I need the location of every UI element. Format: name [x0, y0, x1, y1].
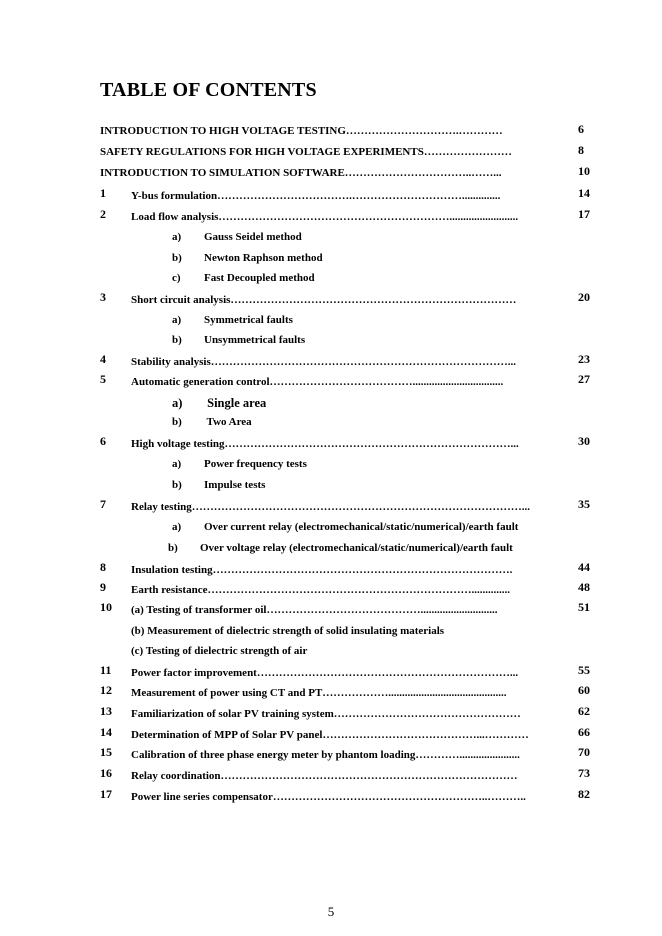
toc-entry-number: 5	[100, 372, 106, 386]
toc-entry-title: (a) Testing of transformer oil……………………………………............................	[131, 604, 498, 616]
toc-entry-number: 14	[100, 725, 112, 739]
subentry-text: Gauss Seidel method	[204, 231, 302, 243]
toc-page-number: 66	[578, 725, 590, 739]
toc-subentry	[172, 314, 293, 326]
toc-entry-number: 17	[100, 787, 112, 801]
toc-subentry	[172, 479, 265, 491]
toc-page-number: 60	[578, 683, 590, 697]
toc-entry-title: Load flow analysis……………………………………………………….........................	[131, 211, 519, 223]
toc-subentry	[172, 521, 518, 533]
toc-entry-title: Measurement of power using CT and PT………………...........................................	[131, 687, 507, 699]
toc-entry-title: Automatic generation control………………………………….................................	[131, 376, 504, 388]
toc-entry-continuation: (c) Testing of dielectric strength of air	[131, 645, 308, 657]
toc-entry-number: 7	[100, 497, 106, 511]
toc-page-number: 6	[578, 122, 584, 136]
toc-subentry	[172, 416, 252, 428]
toc-entry-number: 15	[100, 745, 112, 759]
subentry-text: Newton Raphson method	[204, 252, 323, 264]
toc-entry-title: Calibration of three phase energy meter by phantom loading…………......................	[131, 749, 520, 761]
toc-entry-number: 3	[100, 290, 106, 304]
subentry-text: Symmetrical faults	[204, 314, 293, 326]
toc-entry-title: High voltage testing……………………………………………………………………...	[131, 438, 519, 450]
page-title: TABLE OF CONTENTS	[100, 79, 317, 101]
subentry-label: b)	[172, 479, 182, 491]
subentry-text: Impulse tests	[204, 479, 266, 491]
subentry-text: Fast Decoupled method	[204, 272, 315, 284]
toc-subentry	[168, 542, 513, 554]
toc-page-number: 82	[578, 787, 590, 801]
toc-page-number: 48	[578, 580, 590, 594]
toc-page-number: 10	[578, 164, 590, 178]
toc-page-number: 8	[578, 143, 584, 157]
toc-entry-title: Relay coordination………………………………………………………………………	[131, 770, 518, 782]
toc-entry-number: 13	[100, 704, 112, 718]
toc-intro-line: INTRODUCTION TO HIGH VOLTAGE TESTING………………………….…………	[100, 125, 503, 137]
toc-page-number: 20	[578, 290, 590, 304]
toc-entry-title: Power line series compensator…………………………………………………..………..	[131, 791, 526, 803]
toc-page-number: 51	[578, 600, 590, 614]
toc-intro-line: INTRODUCTION TO SIMULATION SOFTWARE……………………………..……...	[100, 167, 502, 179]
subentry-label: a)	[172, 314, 182, 326]
toc-entry-number: 11	[100, 663, 112, 677]
toc-entry-title: Stability analysis………………………………………………………………………...	[131, 356, 517, 368]
toc-entry-number: 6	[100, 434, 106, 448]
toc-entry-title: Insulation testing……………………………………………………………………….	[131, 564, 513, 576]
toc-entry-number: 9	[100, 580, 106, 594]
toc-page-number: 30	[578, 434, 590, 448]
subentry-text: Power frequency tests	[204, 458, 307, 470]
subentry-text: Single area	[204, 396, 267, 410]
toc-entry-continuation: (b) Measurement of dielectric strength of solid insulating materials	[131, 625, 445, 637]
subentry-label: a)	[172, 458, 182, 470]
toc-subentry	[172, 252, 323, 264]
toc-subentry	[172, 231, 302, 243]
toc-subentry	[172, 272, 315, 284]
toc-entry-title: Determination of MPP of Solar PV panel……………………………………...…………	[131, 729, 529, 741]
subentry-text: Unsymmetrical faults	[204, 334, 306, 346]
toc-page-number: 44	[578, 560, 590, 574]
footer-page-number: 5	[327, 904, 335, 919]
toc-page-number: 23	[578, 352, 590, 366]
toc-intro-line: SAFETY REGULATIONS FOR HIGH VOLTAGE EXPERIMENTS……………………	[100, 146, 512, 158]
subentry-label: a)	[172, 396, 183, 410]
subentry-label: a)	[172, 521, 182, 533]
toc-entry-number: 12	[100, 683, 112, 697]
subentry-label: c)	[172, 272, 181, 284]
toc-entry-title: Relay testing………………………………………………………………………………...	[131, 501, 531, 513]
toc-page-number: 70	[578, 745, 590, 759]
toc-entry-title: Short circuit analysis……………………………………………………………………	[131, 294, 517, 306]
toc-page-number: 55	[578, 663, 590, 677]
toc-page-number: 62	[578, 704, 590, 718]
subentry-label: b)	[168, 542, 178, 554]
toc-page-number: 27	[578, 372, 590, 386]
subentry-label: b)	[172, 416, 182, 428]
toc-entry-number: 1	[100, 186, 106, 200]
subentry-text: Over voltage relay (electromechanical/static/numerical)/earth fault	[200, 542, 513, 554]
toc-subentry	[172, 334, 305, 346]
subentry-label: b)	[172, 334, 182, 346]
subentry-label: a)	[172, 231, 182, 243]
toc-page-number: 73	[578, 766, 590, 780]
toc-entry-number: 16	[100, 766, 112, 780]
toc-entry-number: 8	[100, 560, 106, 574]
toc-page-number: 17	[578, 207, 590, 221]
subentry-text: Over current relay (electromechanical/static/numerical)/earth fault	[204, 521, 519, 533]
toc-page-number: 35	[578, 497, 590, 511]
toc-entry-number: 10	[100, 600, 112, 614]
subentry-text: Two Area	[204, 416, 252, 428]
toc-entry-title: Y-bus formulation……………………………….…………………………..............	[131, 190, 501, 202]
toc-entry-title: Earth resistance………………………………………………………………..............	[131, 584, 510, 596]
toc-subentry	[172, 396, 266, 411]
toc-entry-number: 4	[100, 352, 106, 366]
toc-entry-number: 2	[100, 207, 106, 221]
toc-page-number: 14	[578, 186, 590, 200]
toc-entry-title: Power factor improvement……………………………………………………………...	[131, 667, 519, 679]
subentry-label: b)	[172, 252, 182, 264]
toc-subentry	[172, 458, 307, 470]
toc-entry-title: Familiarization of solar PV training system……………………………………………	[131, 708, 521, 720]
